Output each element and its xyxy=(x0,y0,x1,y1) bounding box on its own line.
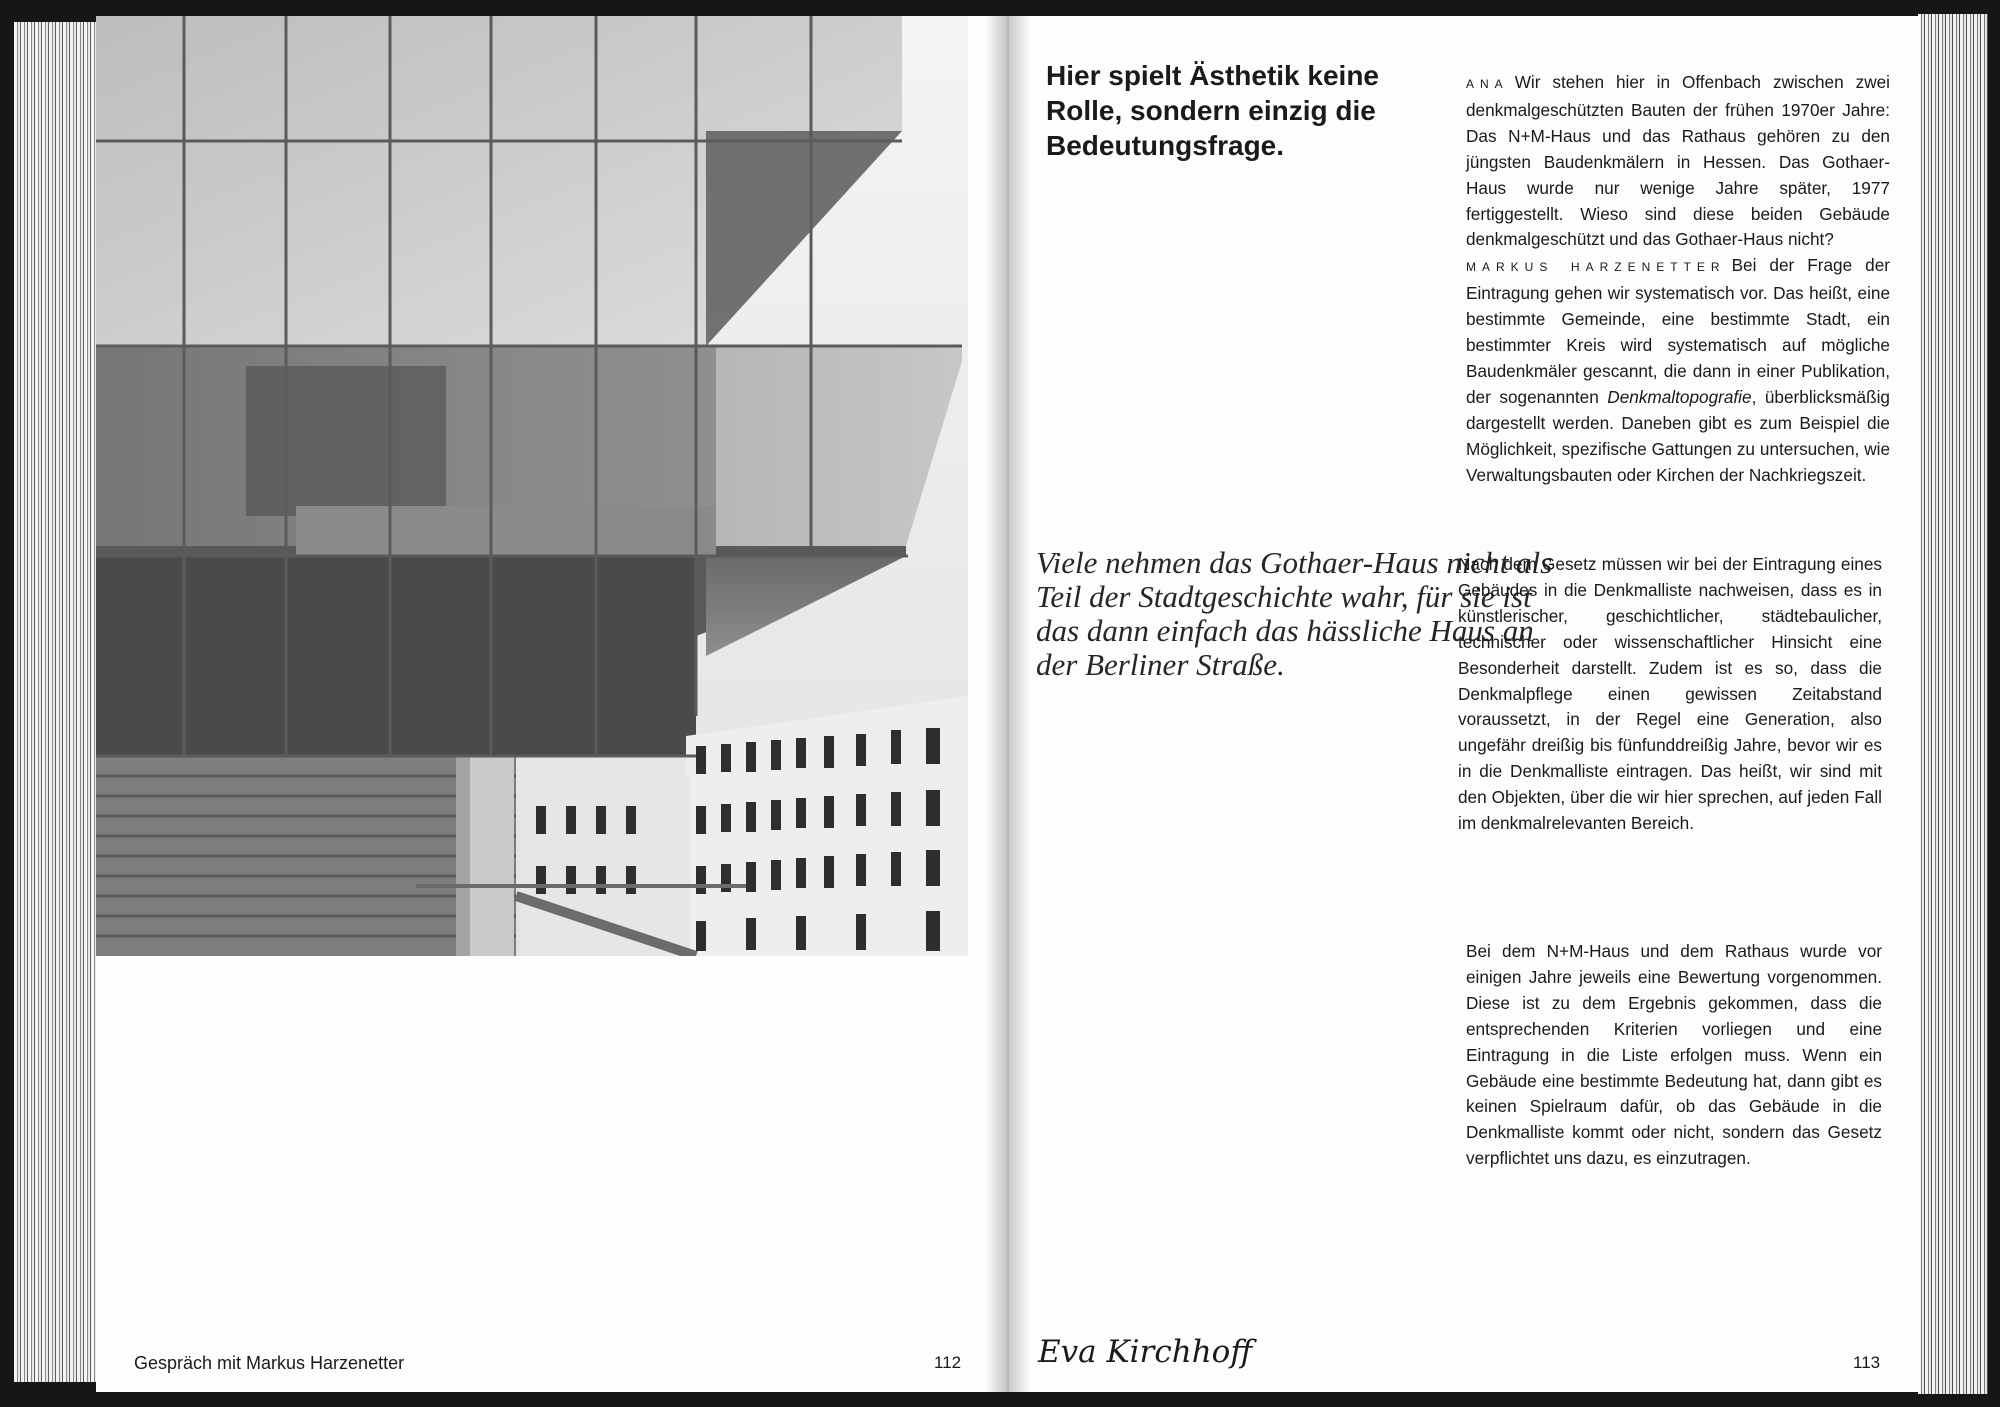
running-footer-title: Gespräch mit Markus Harzenetter xyxy=(134,1353,405,1373)
paragraph-text: Wir stehen hier in Offenbach zwischen zwei denkmalgeschützten Bauten der frühen 1970er Jahre: Das N+M-Haus und das Rathaus gehören zu den jüngsten Baudenkmälern in Hessen. Das Gothaer-Haus wurde nur wenige Jahre später, 1977 fertiggestellt. Wieso sind diese beiden Gebäude denkmalgeschützt und das Gothaer-Haus nicht? xyxy=(1466,72,1890,250)
running-footer-author: Eva Kirchhoff xyxy=(1038,1334,1253,1370)
speaker-label-ana: ANA xyxy=(1466,77,1509,91)
book-page-edges-left xyxy=(14,22,98,1382)
interview-body-upper xyxy=(1466,70,1890,489)
paragraph-text: , überblicksmäßig dargestellt werden. Daneben gibt es zum Beispiel die Möglichkeit, spezifische Gattungen zu untersuchen, wie Verwaltungsbauten oder Kirchen der Nachkriegszeit. xyxy=(1466,386,1890,485)
question-paragraph xyxy=(1466,70,1890,253)
interview-body-lower xyxy=(1458,552,1882,837)
book-page-edges-right xyxy=(1918,14,1988,1394)
answer-paragraph-continued: Nach dem Gesetz müssen wir bei der Eintragung eines Gebäudes in die Denkmalliste nachweisen, dass es in künstlerischer, geschichtlicher, städtebaulicher, technischer oder wissenschaftlicher Hinsicht eine Besonderheit darstellt. Zudem ist es so, dass die Denkmalpflege einen gewissen Zeitabstand voraussetzt, in der Regel eine Generation, also ungefähr dreißig bis fünfunddreißig Jahre, bevor wir es in die Denkmalliste eintragen. Das heißt, wir sind mit den Objekten, über die wir hier sprechen, auf jeden Fall im denkmalrelevanten Bereich. xyxy=(1458,554,1882,834)
page-number-left: 112 xyxy=(934,1353,962,1372)
headline: Hier spielt Ästhetik keine Rolle, sondern einzig die Bedeutungsfrage. xyxy=(1046,60,1380,161)
publication-title: Denkmaltopografie xyxy=(1607,386,1752,407)
page-number-right: 113 xyxy=(1853,1353,1881,1372)
answer-paragraph xyxy=(1466,253,1890,488)
left-page xyxy=(96,16,1008,1392)
answer-paragraph-final: Bei dem N+M-Haus und dem Rathaus wurde vor einigen Jahre jeweils eine Bewertung vorgenommen. Diese ist zu dem Ergebnis gekommen, dass die entsprechenden Kriterien vorliegen und eine Eintragung in die Liste erfolgen muss. Wenn ein Gebäude eine bestimmte Bedeutung hat, dann gibt es keinen Spielraum dafür, ob das Gebäude in die Denkmalliste kommt oder nicht, sondern das Gesetz verpflichtet uns dazu, es einzutragen. xyxy=(1466,941,1882,1169)
speaker-label-harzenetter: MARKUS HARZENETTER xyxy=(1466,260,1726,275)
paragraph-text: Bei der Frage der Eintragung gehen wir systematisch vor. Das heißt, eine bestimmte Gemeinde, eine bestimmte Stadt, ein bestimmter Kreis wird systematisch auf mögliche Baudenkmäler gescannt, die dann in einer Publikation, der sogenannten xyxy=(1466,255,1891,407)
interview-body-final xyxy=(1466,939,1882,1172)
building-photo xyxy=(96,16,968,956)
pull-quote: Viele nehmen das Gothaer-Haus nicht als Teil der Stadtgeschichte wahr, für sie ist das dann einfach das hässliche Haus an der Berliner Straße. xyxy=(1036,545,1553,682)
